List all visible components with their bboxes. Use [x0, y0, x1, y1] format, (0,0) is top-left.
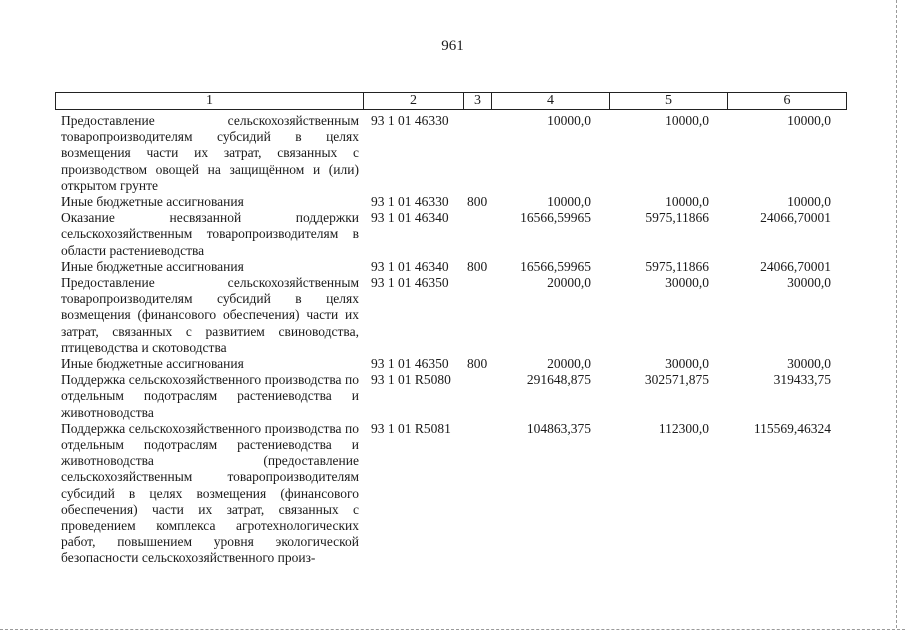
- row-value-4: 10000,0: [547, 113, 591, 128]
- row-value-6: 10000,0: [787, 113, 831, 128]
- row-code: 93 1 01 46340: [371, 210, 449, 226]
- table-row: [55, 113, 847, 194]
- page-edge-bottom: [0, 629, 905, 630]
- page-edge-right: [896, 0, 897, 628]
- row-code: 93 1 01 46330: [371, 113, 449, 128]
- row-value-5: 302571,875: [644, 372, 709, 388]
- table-header: [55, 92, 847, 110]
- row-name: Предоставление сельскохозяйственным товаропроизводителям субсидий в целях возмещения части их затрат, связанных с производством овощей на защищённом и (или) открытом грунте: [61, 113, 359, 193]
- row-value-5: 10000,0: [665, 113, 709, 128]
- row-expense-type: [463, 421, 491, 567]
- row-value-5: 10000,0: [665, 194, 709, 210]
- row-code: 93 1 01 46350: [371, 275, 449, 291]
- row-name: Иные бюджетные ассигнования: [61, 258, 244, 274]
- table-body: [55, 110, 847, 567]
- row-expense-type: [463, 372, 491, 421]
- row-code: 93 1 01 R5081: [371, 420, 451, 436]
- row-value-5: 112300,0: [658, 420, 709, 436]
- page-number: 961: [441, 38, 464, 54]
- table-row: [55, 421, 847, 567]
- column-header-2: 2: [364, 93, 464, 109]
- table-row: [55, 259, 847, 275]
- row-value-6: 30000,0: [787, 356, 831, 372]
- row-expense-type: 800: [467, 194, 488, 210]
- row-expense-type: 800: [467, 258, 488, 274]
- row-value-6: 24066,70001: [760, 258, 831, 274]
- row-value-6: 319433,75: [773, 372, 831, 388]
- table-row: [55, 210, 847, 259]
- row-value-4: 20000,0: [547, 275, 591, 291]
- row-expense-type: [463, 275, 491, 356]
- row-value-5: 5975,11866: [645, 210, 709, 226]
- row-value-5: 30000,0: [665, 356, 709, 372]
- row-code: 93 1 01 46340: [371, 258, 449, 274]
- row-expense-type: [463, 210, 491, 259]
- row-value-6: 115569,46324: [753, 420, 831, 436]
- row-code: 93 1 01 R5080: [371, 372, 451, 388]
- row-value-6: 10000,0: [787, 194, 831, 210]
- row-value-4: 291648,875: [526, 372, 591, 388]
- table-row: [55, 356, 847, 372]
- row-name: Поддержка сельскохозяйственного производства по отдельным подотраслям растениеводства и животноводства (предоставление сельскохозяйственным товаропроизводителям субсидий в целях возмещения (финансового обеспечения) части их затрат, связанных с проведением комплекса агротехнологических работ, повышением уровня экологической безопасности сельскохозяйственного произ-: [61, 420, 359, 566]
- column-header-4: 4: [492, 93, 610, 109]
- column-header-1: 1: [56, 93, 364, 109]
- row-name: Оказание несвязанной поддержки сельскохозяйственным товаропроизводителям в области растениеводства: [61, 210, 359, 258]
- column-header-3: 3: [464, 93, 492, 109]
- row-value-4: 104863,375: [526, 420, 591, 436]
- row-code: 93 1 01 46330: [371, 194, 449, 210]
- row-name: Поддержка сельскохозяйственного производства по отдельным подотраслям растениеводства и животноводства: [61, 372, 359, 420]
- row-value-4: 16566,59965: [520, 258, 591, 274]
- row-value-5: 5975,11866: [645, 258, 709, 274]
- column-header-5: 5: [610, 93, 728, 109]
- row-name: Иные бюджетные ассигнования: [61, 356, 244, 372]
- row-value-4: 20000,0: [547, 356, 591, 372]
- row-name: Иные бюджетные ассигнования: [61, 194, 244, 210]
- row-value-6: 24066,70001: [760, 210, 831, 226]
- budget-table: [55, 92, 847, 567]
- row-value-4: 10000,0: [547, 194, 591, 210]
- row-code: 93 1 01 46350: [371, 356, 449, 372]
- row-value-6: 30000,0: [787, 275, 831, 291]
- table-row: [55, 275, 847, 356]
- table-row: [55, 372, 847, 421]
- row-expense-type: 800: [467, 356, 488, 372]
- table-row: [55, 194, 847, 210]
- row-value-4: 16566,59965: [520, 210, 591, 226]
- row-expense-type: [463, 113, 491, 194]
- row-value-5: 30000,0: [665, 275, 709, 291]
- row-name: Предоставление сельскохозяйственным товаропроизводителям субсидий в целях возмещения (финансового обеспечения) части их затрат, связанных с развитием свиноводства, птицеводства и скотоводства: [61, 275, 359, 355]
- column-header-6: 6: [783, 93, 791, 108]
